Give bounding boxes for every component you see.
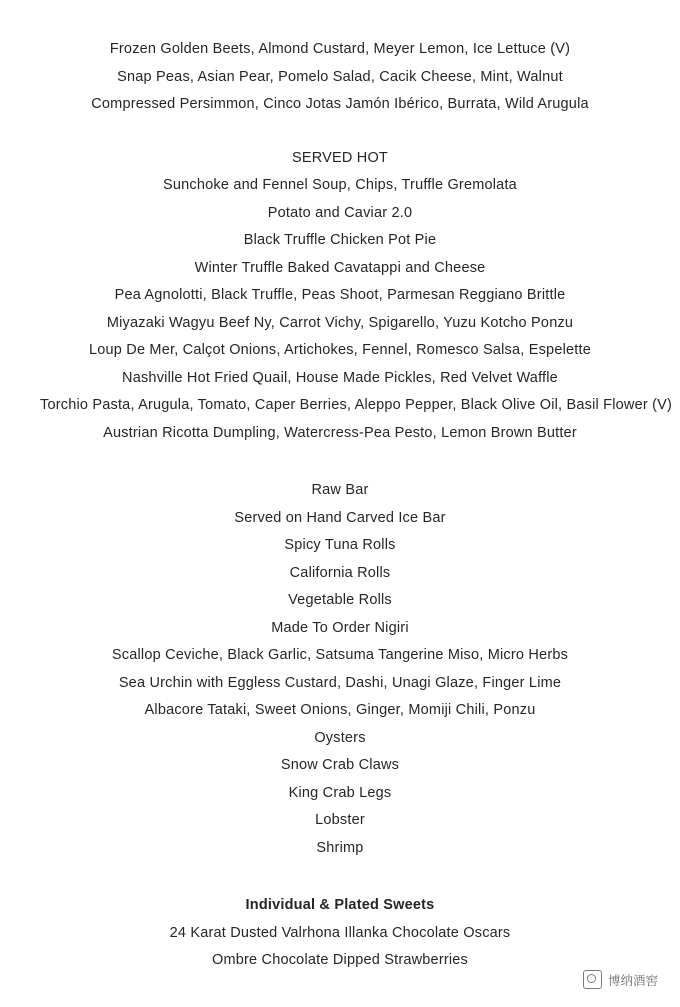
menu-item: Miyazaki Wagyu Beef Ny, Carrot Vichy, Spigarello, Yuzu Kotcho Ponzu (106, 314, 574, 331)
watermark (583, 970, 658, 989)
menu-item: Snap Peas, Asian Pear, Pomelo Salad, Cacik Cheese, Mint, Walnut (117, 68, 563, 85)
menu-item: Spicy Tuna Rolls (284, 537, 396, 553)
spacer (40, 862, 640, 892)
menu-item: King Crab Legs (288, 784, 392, 801)
menu-item: Torchio Pasta, Arugula, Tomato, Caper Berries, Aleppo Pepper, Black Olive Oil, Basil Flower (V) (40, 397, 673, 413)
menu-item: Snow Crab Claws (280, 757, 400, 773)
menu-item: Served on Hand Carved Ice Bar (234, 509, 446, 526)
spacer (40, 447, 640, 477)
menu-item: Loup De Mer, Calçot Onions, Artichokes, Fennel, Romesco Salsa, Espelette (88, 342, 591, 358)
menu-item: Black Truffle Chicken Pot Pie (243, 232, 437, 248)
menu-item: Vegetable Rolls (288, 592, 392, 608)
section-sweets (40, 892, 640, 975)
menu-item: Potato and Caviar 2.0 (267, 204, 413, 221)
menu-item: Albacore Tataki, Sweet Onions, Ginger, Momiji Chili, Ponzu (144, 702, 536, 718)
section-heading: Raw Bar (311, 482, 369, 498)
section-served-hot (40, 145, 673, 448)
menu-item: Frozen Golden Beets, Almond Custard, Meyer Lemon, Ice Lettuce (V) (109, 41, 571, 57)
menu-item: Scallop Ceviche, Black Garlic, Satsuma Tangerine Miso, Micro Herbs (111, 647, 569, 663)
menu-item: Shrimp (316, 839, 364, 856)
menu-item: Lobster (315, 812, 365, 828)
section-heading: SERVED HOT (291, 149, 388, 166)
menu-item: 24 Karat Dusted Valrhona Illanka Chocolate Oscars (169, 924, 511, 941)
section-raw-bar (40, 477, 640, 862)
top-items-block (40, 36, 640, 119)
watermark-label: 博纳酒窖 (607, 972, 658, 988)
menu-item: Made To Order Nigiri (271, 619, 409, 636)
wechat-account-logo-icon (583, 970, 602, 989)
menu-item: Nashville Hot Fried Quail, House Made Pickles, Red Velvet Waffle (122, 369, 558, 386)
menu-item: Winter Truffle Baked Cavatappi and Cheese (194, 259, 486, 276)
menu-item: Sunchoke and Fennel Soup, Chips, Truffle Gremolata (163, 177, 517, 193)
menu-item: Sea Urchin with Eggless Custard, Dashi, Unagi Glaze, Finger Lime (118, 674, 562, 691)
section-heading: Individual & Plated Sweets (245, 897, 435, 913)
menu-item: California Rolls (289, 564, 391, 581)
menu-item: Compressed Persimmon, Cinco Jotas Jamón Ibérico, Burrata, Wild Arugula (91, 96, 589, 112)
menu-item: Ombre Chocolate Dipped Strawberries (211, 952, 469, 968)
menu-item: Pea Agnolotti, Black Truffle, Peas Shoot, Parmesan Reggiano Brittle (114, 287, 566, 303)
menu-item: Oysters (314, 729, 366, 746)
spacer (40, 119, 640, 145)
menu-item: Austrian Ricotta Dumpling, Watercress-Pea Pesto, Lemon Brown Butter (103, 424, 577, 441)
